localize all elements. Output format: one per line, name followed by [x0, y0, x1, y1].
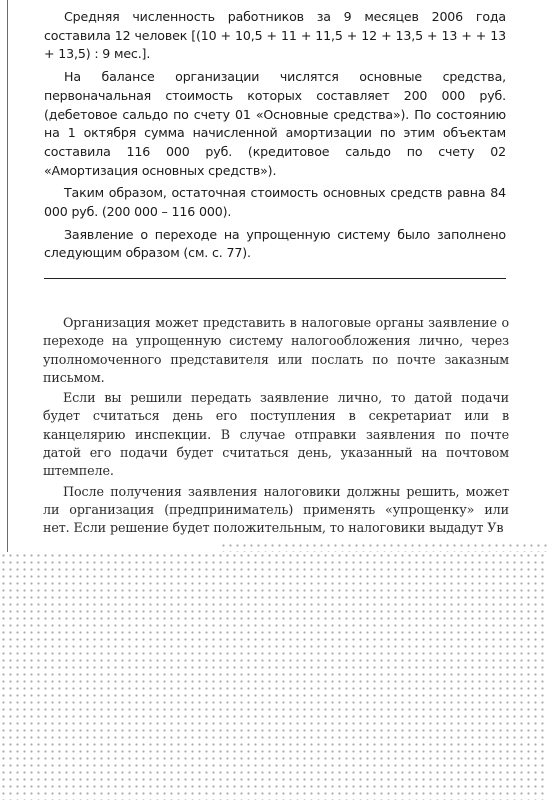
- body-paragraph-1: Организация может представить в налоговые органы заявление о переходе на упрощенную систему налогообложения лично, через уполномоченного представителя или послать по почте заказным письмом.: [43, 315, 509, 385]
- dotted-overlay: [0, 552, 547, 800]
- example-paragraph-4: Заявление о переходе на упрощенную систему было заполнено следующим образом (см. с. 77).: [44, 226, 506, 261]
- body-paragraph-3: После получения заявления налоговики должны решить, может ли организация (предприниматель) применять «упрощенку» или нет. Если решение будет положительным, то налоговики выдадут Ув: [43, 483, 509, 536]
- section-divider: [44, 278, 506, 279]
- example-paragraph-3: Таким образом, остаточная стоимость основных средств равна 84 000 руб. (200 000 – 116 000).: [44, 185, 506, 220]
- main-text: [43, 314, 509, 538]
- body-paragraph-2: Если вы решили передать заявление лично, то датой подачи будет считаться день его поступления в секретариат или в канцелярию инспекции. В случае отправки заявления по почте датой его подачи будет считаться день, указанный на почтовом штемпеле.: [43, 390, 509, 479]
- example-paragraph-2: На балансе организации числятся основные средства, первоначальная стоимость которых составляет 200 000 руб. (дебетовое сальдо по счету 01 «Основные средства»). По состоянию на 1 октября сумма начисленной амортизации по этим объектам составила 116 000 руб. (кредитовое сальдо по счету 02 «Амортизация основных средств»).: [44, 69, 506, 178]
- example-box: [44, 8, 506, 263]
- example-paragraph-1: Средняя численность работников за 9 месяцев 2006 года составила 12 человек [(10 + 10,5 + 11 + 11,5 + 12 + 13,5 + 13 + + 13 + 13,5) : 9 мес.].: [44, 9, 506, 62]
